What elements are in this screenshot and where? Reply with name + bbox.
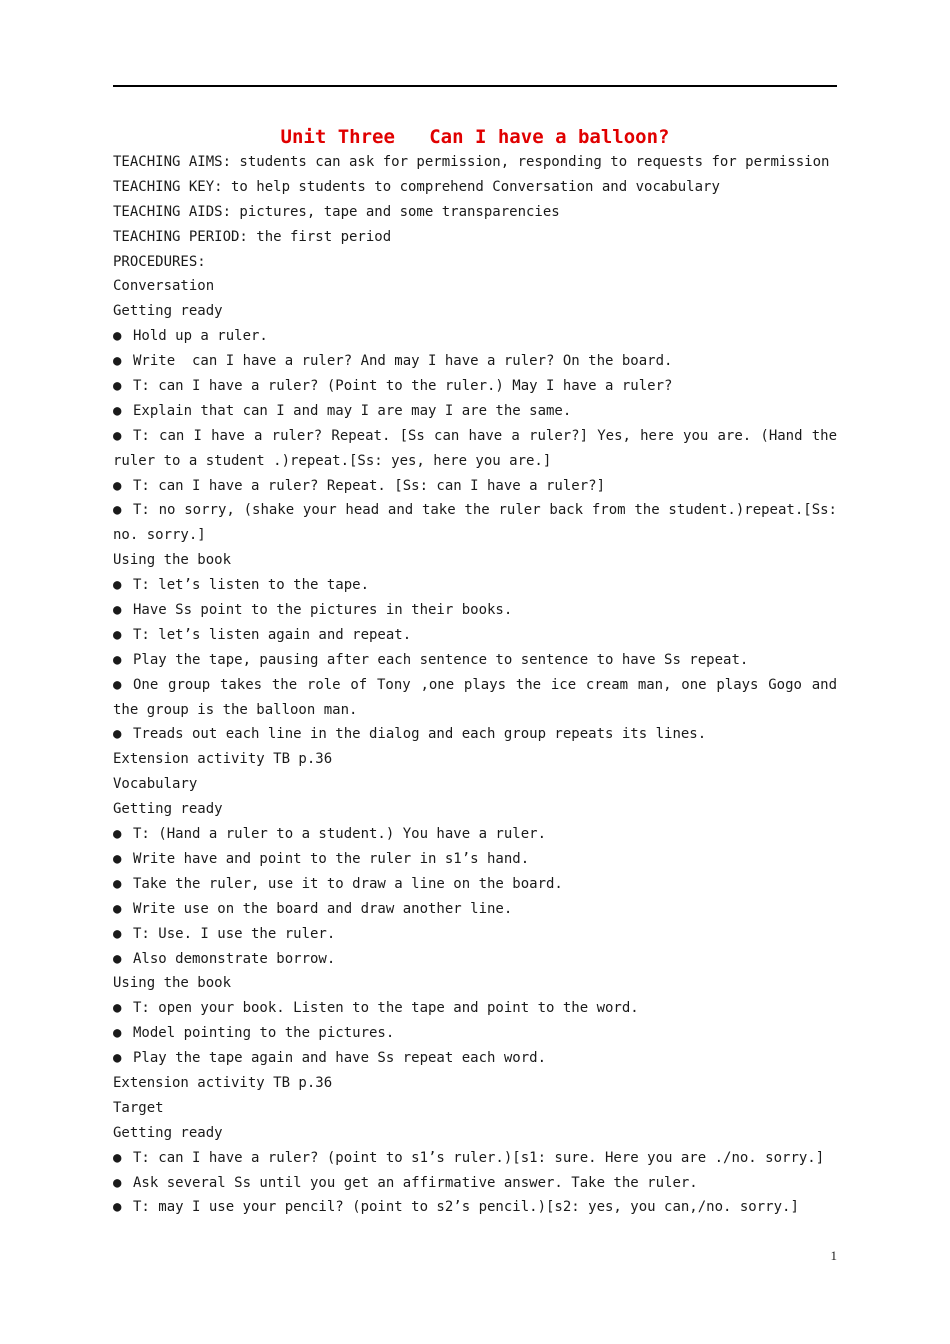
bullet-icon: ● bbox=[113, 477, 122, 494]
bullet-icon: ● bbox=[113, 651, 122, 668]
bullet-icon: ● bbox=[113, 875, 122, 892]
list-item: ● T: open your book. Listen to the tape and point to the word. bbox=[113, 996, 837, 1021]
list-item: ● T: can I have a ruler? (Point to the ruler.) May I have a ruler? bbox=[113, 374, 837, 399]
list-item: ● T: let’s listen to the tape. bbox=[113, 573, 837, 598]
section-conversation: Conversation bbox=[113, 278, 215, 295]
list-item: ● T: can I have a ruler? (point to s1’s ruler.)[s1: sure. Here you are ./no. sorry.] bbox=[113, 1146, 837, 1171]
list-item: ● Hold up a ruler. bbox=[113, 324, 837, 349]
subsection-using-the-book: Using the book bbox=[113, 975, 232, 992]
list-item: ● Explain that can I and may I are may I are the same. bbox=[113, 399, 837, 424]
list-item: ● Take the ruler, use it to draw a line on the board. bbox=[113, 872, 837, 897]
bullet-icon: ● bbox=[113, 602, 122, 619]
bullet-icon: ● bbox=[113, 676, 122, 693]
list-item: ● Also demonstrate borrow. bbox=[113, 947, 837, 972]
section-vocabulary: Vocabulary bbox=[113, 776, 198, 793]
subsection-getting-ready: Getting ready bbox=[113, 303, 223, 320]
bullet-icon: ● bbox=[113, 1025, 122, 1042]
bullet-icon: ● bbox=[113, 328, 122, 345]
bullet-icon: ● bbox=[113, 1000, 122, 1017]
bullet-icon: ● bbox=[113, 925, 122, 942]
teaching-key: TEACHING KEY: to help students to comprehend Conversation and vocabulary bbox=[113, 178, 720, 195]
list-item: ● T: can I have a ruler? Repeat. [Ss: can I have a ruler?] bbox=[113, 474, 837, 499]
bullet-icon: ● bbox=[113, 826, 122, 843]
list-item: ● Ask several Ss until you get an affirmative answer. Take the ruler. bbox=[113, 1171, 837, 1196]
section-target: Target bbox=[113, 1099, 164, 1116]
bullet-icon: ● bbox=[113, 850, 122, 867]
subsection-using-the-book: Using the book bbox=[113, 552, 232, 569]
bullet-icon: ● bbox=[113, 1174, 122, 1191]
subsection-getting-ready: Getting ready bbox=[113, 801, 223, 818]
list-item: ● Play the tape again and have Ss repeat each word. bbox=[113, 1046, 837, 1071]
list-item: ● Write use on the board and draw another line. bbox=[113, 897, 837, 922]
teaching-aims: TEACHING AIMS: students can ask for permission, responding to requests for permission bbox=[113, 154, 830, 170]
procedures-heading: PROCEDURES: bbox=[113, 253, 206, 270]
list-item: ● T: may I use your pencil? (point to s2’s pencil.)[s2: yes, you can,/no. sorry.] bbox=[113, 1195, 837, 1220]
list-item: ● Have Ss point to the pictures in their books. bbox=[113, 598, 837, 623]
page-title: Unit Three Can I have a balloon? bbox=[280, 126, 670, 148]
list-item: ● Write have and point to the ruler in s1’s hand. bbox=[113, 847, 837, 872]
list-item: ● Write can I have a ruler? And may I have a ruler? On the board. bbox=[113, 349, 837, 374]
bullet-icon: ● bbox=[113, 353, 122, 370]
page-number: 1 bbox=[830, 1248, 837, 1263]
bullet-icon: ● bbox=[113, 427, 122, 444]
list-item: ● Model pointing to the pictures. bbox=[113, 1021, 837, 1046]
list-item-continuation: the group is the balloon man. bbox=[113, 701, 358, 718]
document-body bbox=[113, 150, 837, 1220]
bullet-icon: ● bbox=[113, 378, 122, 395]
list-item: ● T: can I have a ruler? Repeat. [Ss can have a ruler?] Yes, here you are. (Hand the bbox=[113, 424, 837, 449]
bullet-icon: ● bbox=[113, 950, 122, 967]
bullet-icon: ● bbox=[113, 626, 122, 643]
bullet-icon: ● bbox=[113, 577, 122, 594]
bullet-icon: ● bbox=[113, 900, 122, 917]
teaching-period: TEACHING PERIOD: the first period bbox=[113, 228, 392, 245]
extension-activity: Extension activity TB p.36 bbox=[113, 751, 333, 768]
list-item: ● T: Use. I use the ruler. bbox=[113, 922, 837, 947]
list-item: ● T: no sorry, (shake your head and take the ruler back from the student.)repeat.[Ss: bbox=[113, 498, 837, 523]
list-item: ● T: let’s listen again and repeat. bbox=[113, 623, 837, 648]
list-item-continuation: ruler to a student .)repeat.[Ss: yes, here you are.] bbox=[113, 452, 552, 469]
list-item: ● Treads out each line in the dialog and each group repeats its lines. bbox=[113, 722, 837, 747]
list-item: ● Play the tape, pausing after each sentence to sentence to have Ss repeat. bbox=[113, 648, 837, 673]
extension-activity: Extension activity TB p.36 bbox=[113, 1074, 333, 1091]
bullet-icon: ● bbox=[113, 502, 122, 519]
teaching-aids: TEACHING AIDS: pictures, tape and some transparencies bbox=[113, 203, 560, 220]
bullet-icon: ● bbox=[113, 1149, 122, 1166]
bullet-icon: ● bbox=[113, 402, 122, 419]
subsection-getting-ready: Getting ready bbox=[113, 1124, 223, 1141]
list-item: ● T: (Hand a ruler to a student.) You have a ruler. bbox=[113, 822, 837, 847]
list-item: ● One group takes the role of Tony ,one plays the ice cream man, one plays Gogo and bbox=[113, 673, 837, 698]
bullet-icon: ● bbox=[113, 1050, 122, 1067]
list-item-continuation: no. sorry.] bbox=[113, 527, 206, 544]
header-rule bbox=[113, 85, 837, 87]
bullet-icon: ● bbox=[113, 726, 122, 743]
bullet-icon: ● bbox=[113, 1199, 122, 1216]
